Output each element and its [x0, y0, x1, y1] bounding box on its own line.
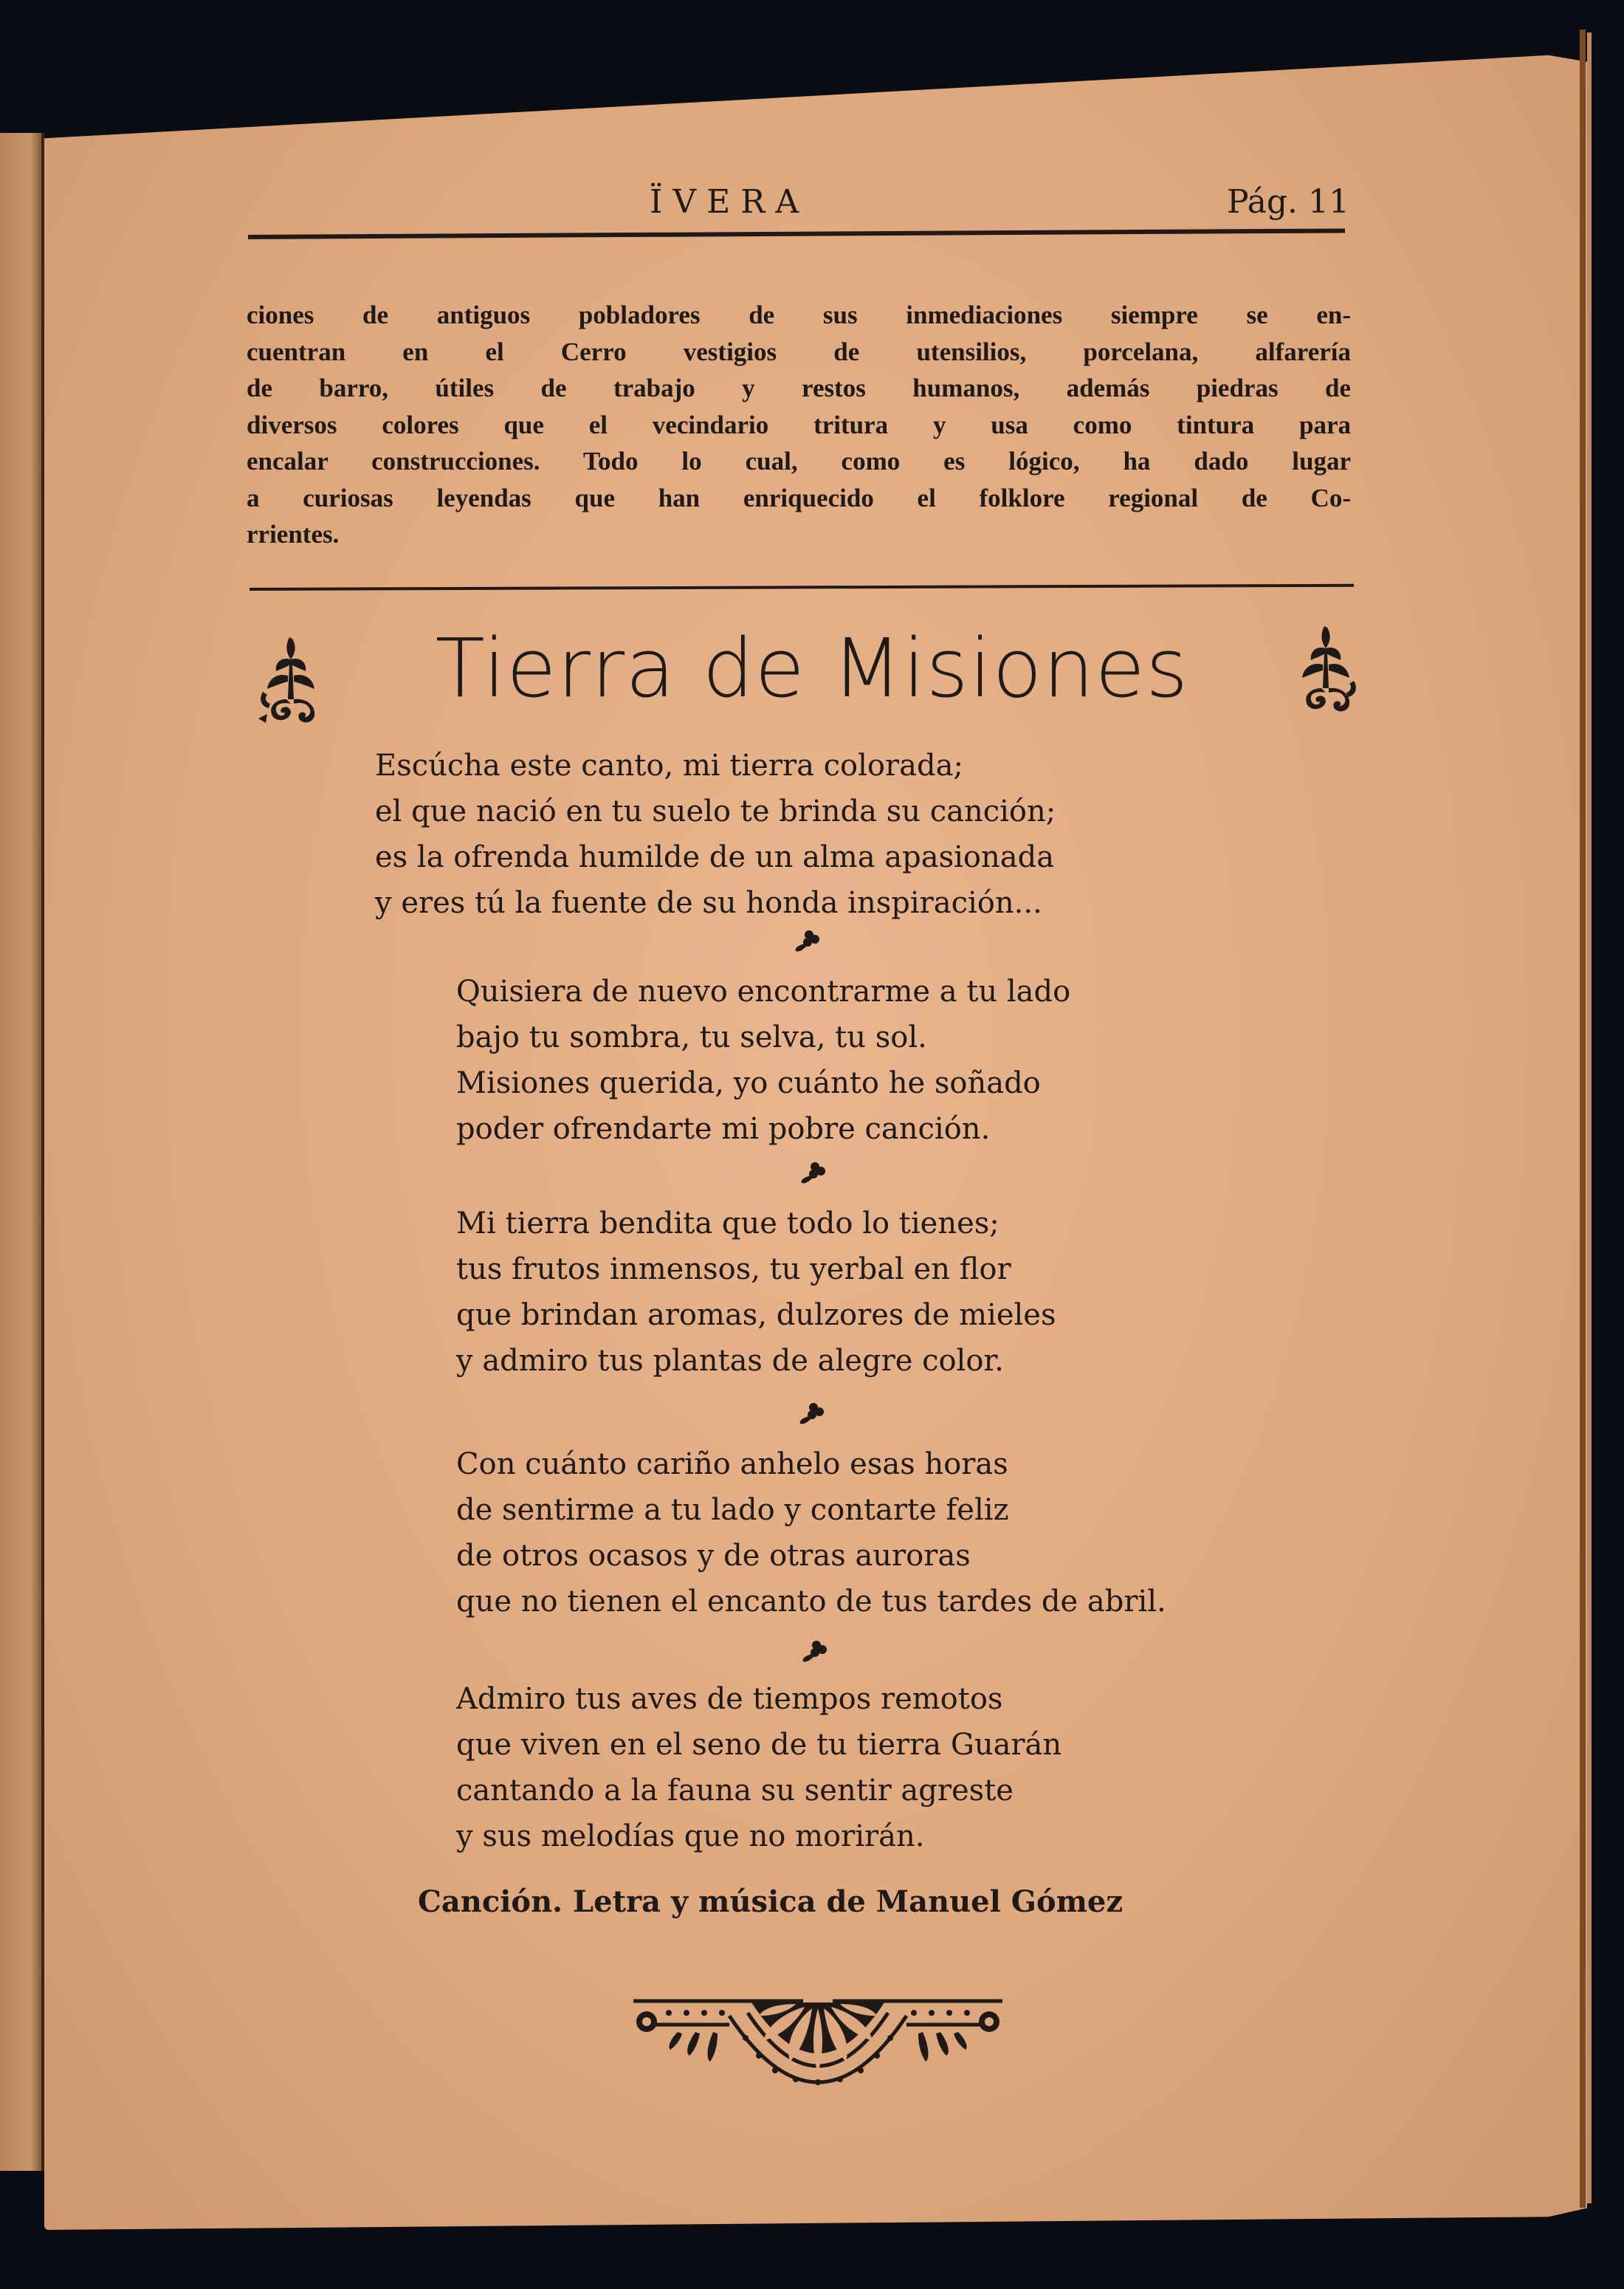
verse-line: y eres tú la fuente de su honda inspiración...	[375, 886, 1042, 920]
stanza	[456, 1201, 1056, 1384]
stanza	[456, 1676, 1062, 1859]
verse-line: que brindan aromas, dulzores de mieles	[456, 1298, 1056, 1332]
verse-line: de otros ocasos y de otras auroras	[456, 1539, 971, 1573]
verse-line: que viven en el seno de tu tierra Guarán	[456, 1728, 1062, 1762]
prose-line: diversos colores que el vecindario tritura y usa como tintura para	[247, 410, 1351, 439]
poem-title: Tierra de Misiones	[435, 621, 1189, 715]
page-number: Pág. 11	[1227, 183, 1349, 221]
page-stack-edge	[1580, 30, 1586, 2208]
verse-line: y admiro tus plantas de alegre color.	[456, 1344, 1004, 1378]
verse-line: que no tienen el encanto de tus tardes de abril.	[456, 1585, 1166, 1619]
verse-line: bajo tu sombra, tu selva, tu sol.	[456, 1020, 927, 1054]
verse-line: Admiro tus aves de tiempos remotos	[456, 1682, 1003, 1716]
verse-line: Escúcha este canto, mi tierra colorada;	[375, 749, 963, 783]
verse-line: cantando a la fauna su sentir agreste	[456, 1774, 1014, 1808]
acanthus-ornament-icon	[252, 631, 334, 727]
fleuron-icon	[791, 927, 821, 953]
page-stack-edge-highlight	[1587, 32, 1592, 2203]
prose-line: cuentran en el Cerro vestigios de utensilios, porcelana, alfarería	[247, 337, 1351, 366]
verse-line: Mi tierra bendita que todo lo tienes;	[456, 1207, 999, 1240]
facing-page-edge	[0, 133, 43, 2171]
stanza	[456, 1441, 1166, 1624]
verse-line: poder ofrendarte mi pobre canción.	[456, 1112, 991, 1146]
acanthus-ornament-icon	[1283, 620, 1364, 716]
verse-line: el que nació en tu suelo te brinda su canción;	[375, 795, 1056, 828]
verse-line: de sentirme a tu lado y contarte feliz	[456, 1493, 1009, 1527]
stanza	[456, 969, 1070, 1152]
prose-line: rrientes.	[247, 520, 340, 549]
fleuron-icon	[797, 1159, 827, 1184]
prose-line: a curiosas leyendas que han enriquecido el folklore regional de Co-	[247, 483, 1351, 512]
song-credit: Canción. Letra y música de Manuel Gómez	[418, 1884, 1124, 1919]
fleuron-icon	[796, 1400, 825, 1425]
verse-line: Con cuánto cariño anhelo esas horas	[456, 1447, 1008, 1481]
palmette-tailpiece-icon	[619, 1979, 1017, 2097]
stanza	[375, 743, 1056, 926]
prose-line: encalar construcciones. Todo lo cual, como es lógico, ha dado lugar	[247, 447, 1351, 476]
prose-paragraph	[247, 297, 1351, 553]
verse-line: Misiones querida, yo cuánto he soñado	[456, 1066, 1041, 1100]
verse-line: es la ofrenda humilde de un alma apasionada	[375, 840, 1055, 874]
prose-line: de barro, útiles de trabajo y restos humanos, además piedras de	[247, 374, 1351, 402]
fleuron-icon	[799, 1638, 828, 1663]
verse-line: Quisiera de nuevo encontrarme a tu lado	[456, 975, 1071, 1009]
verse-line: y sus melodías que no morirán.	[456, 1819, 925, 1853]
running-header-title: ÏVERA	[650, 183, 810, 221]
verse-line: tus frutos inmensos, tu yerbal en flor	[456, 1252, 1011, 1286]
prose-line: ciones de antiguos pobladores de sus inmediaciones siempre se en-	[247, 301, 1351, 329]
book-spine	[41, 133, 44, 2171]
